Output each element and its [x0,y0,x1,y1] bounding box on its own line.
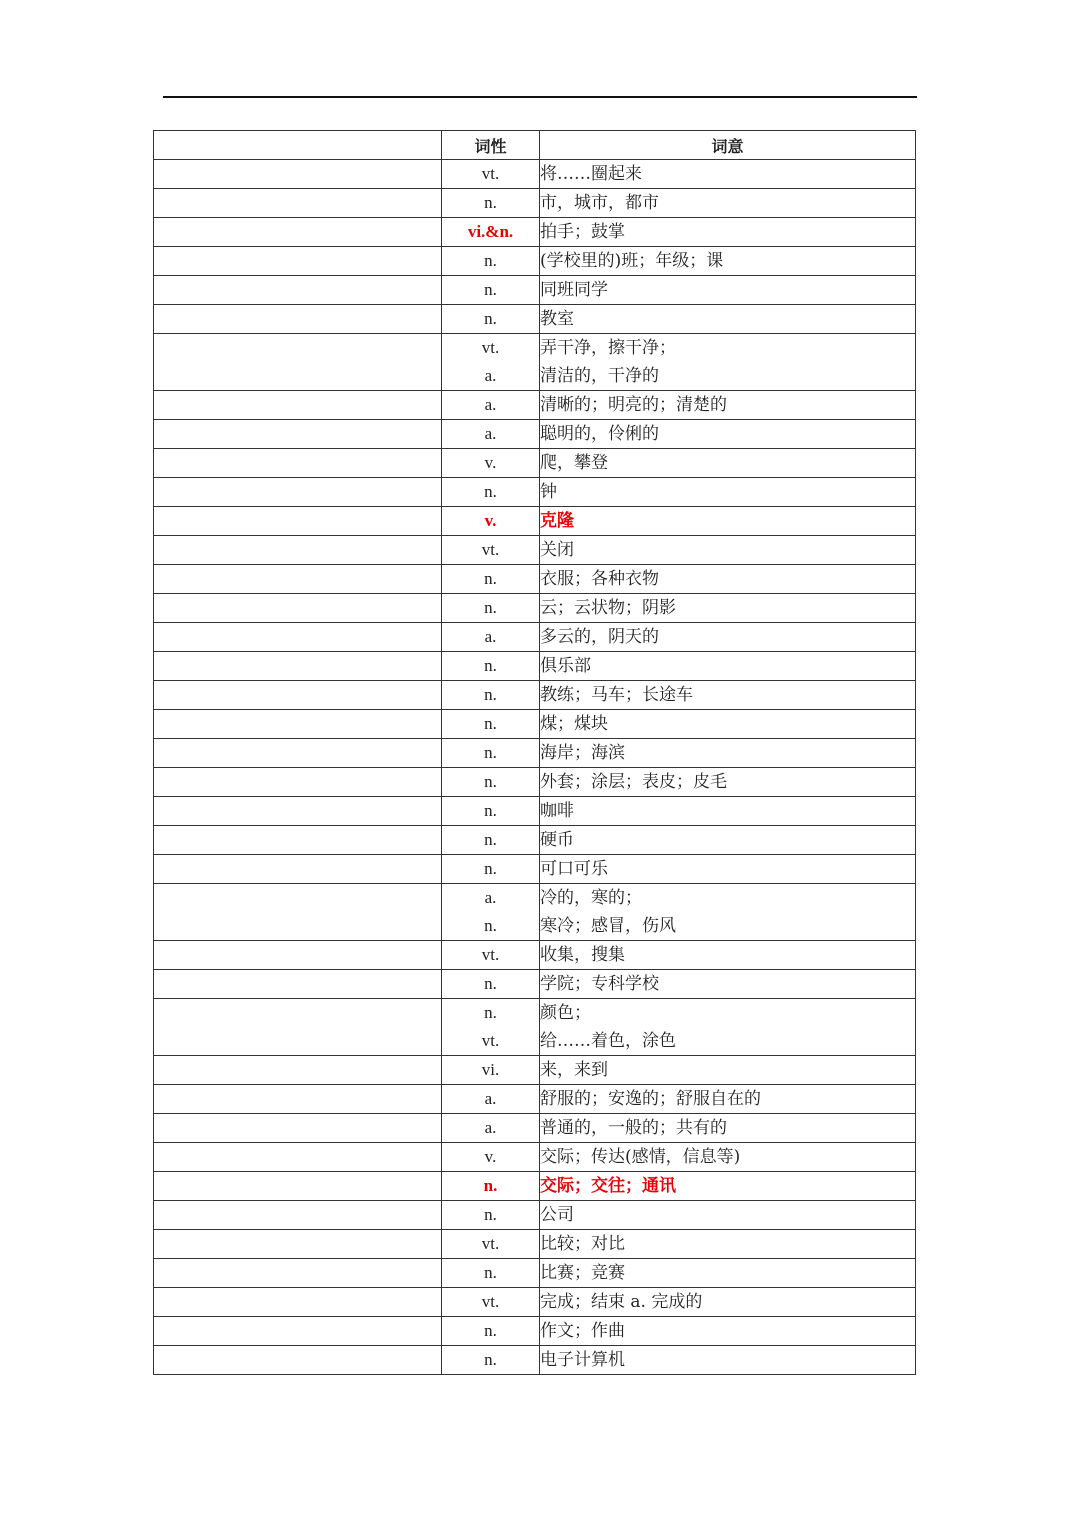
word-cell [154,276,442,305]
part-of-speech-cell [442,594,540,623]
table-row [154,305,916,334]
meaning-text: 来，来到 [540,1060,608,1080]
meaning-cell [540,884,916,941]
part-of-speech-text: n. [484,251,497,270]
vocabulary-table [153,130,916,1375]
part-of-speech-text: n. [484,482,497,501]
word-cell [154,160,442,189]
meaning-text: 云；云状物；阴影 [540,598,676,618]
meaning-text: 颜色； [540,1003,591,1023]
part-of-speech-text: v. [484,511,497,530]
word-cell [154,623,442,652]
word-cell [154,999,442,1056]
meaning-cell [540,1201,916,1230]
part-of-speech-cell [442,218,540,247]
word-cell [154,970,442,999]
part-of-speech-cell [442,536,540,565]
part-of-speech-cell [442,276,540,305]
part-of-speech-cell [442,768,540,797]
part-of-speech-cell [442,1259,540,1288]
table-row [154,391,916,420]
part-of-speech-text: a. [484,888,497,907]
meaning-cell [540,970,916,999]
table-row [154,1172,916,1201]
part-of-speech-cell [442,160,540,189]
table-row [154,276,916,305]
meaning-text: 电子计算机 [540,1350,625,1370]
meaning-text: 关闭 [540,540,574,560]
part-of-speech-cell [442,507,540,536]
word-cell [154,449,442,478]
part-of-speech-cell [442,1114,540,1143]
table-row [154,768,916,797]
word-cell [154,334,442,391]
table-row [154,565,916,594]
word-cell [154,1085,442,1114]
part-of-speech-text: a. [484,424,497,443]
table-row [154,652,916,681]
meaning-cell [540,768,916,797]
meaning-text: 清洁的，干净的 [540,366,659,386]
table-row [154,1288,916,1317]
table-row [154,247,916,276]
part-of-speech-cell [442,189,540,218]
meaning-cell [540,1143,916,1172]
part-of-speech-text: n. [483,1176,498,1195]
meaning-cell [540,941,916,970]
word-cell [154,305,442,334]
word-cell [154,1346,442,1375]
table-row [154,739,916,768]
meaning-text: 衣服；各种衣物 [540,569,659,589]
word-cell [154,1317,442,1346]
part-of-speech-cell [442,1172,540,1201]
word-cell [154,1230,442,1259]
word-cell [154,478,442,507]
part-of-speech-cell [442,884,540,941]
part-of-speech-cell [442,420,540,449]
part-of-speech-text: n. [484,801,497,820]
part-of-speech-cell [442,1085,540,1114]
part-of-speech-text: a. [484,366,497,385]
table-row [154,536,916,565]
meaning-cell [540,507,916,536]
part-of-speech-cell [442,855,540,884]
meaning-text: 爬，攀登 [540,453,608,473]
meaning-text: 完成；结束 a. 完成的 [540,1292,703,1312]
word-cell [154,1143,442,1172]
table-row [154,594,916,623]
meaning-text: 收集，搜集 [540,945,625,965]
part-of-speech-text: vt. [481,540,500,559]
part-of-speech-text: a. [484,395,497,414]
word-cell [154,1259,442,1288]
meaning-column-header: 词意 [540,131,916,160]
part-of-speech-cell [442,1056,540,1085]
header-rule [163,96,917,98]
meaning-text: 给……着色，涂色 [540,1031,676,1051]
table-row [154,1346,916,1375]
table-row [154,884,916,941]
meaning-cell [540,594,916,623]
meaning-cell [540,1230,916,1259]
meaning-text: 教室 [540,309,574,329]
part-of-speech-text: n. [484,772,497,791]
meaning-cell [540,478,916,507]
part-of-speech-cell [442,305,540,334]
part-of-speech-text: vt. [481,1292,500,1311]
meaning-text: (学校里的)班；年级；课 [540,251,724,271]
part-of-speech-cell [442,334,540,391]
part-of-speech-cell [442,999,540,1056]
part-of-speech-cell [442,247,540,276]
part-of-speech-text: n. [484,974,497,993]
part-of-speech-cell [442,826,540,855]
meaning-text: 钟 [540,482,557,502]
word-cell [154,797,442,826]
table-row [154,941,916,970]
part-of-speech-cell [442,1230,540,1259]
word-column-header [154,131,442,160]
part-of-speech-cell [442,565,540,594]
meaning-cell [540,391,916,420]
table-row [154,681,916,710]
table-row [154,1056,916,1085]
meaning-cell [540,1317,916,1346]
table-row [154,797,916,826]
part-of-speech-cell [442,941,540,970]
table-row [154,189,916,218]
meaning-cell [540,652,916,681]
word-cell [154,536,442,565]
meaning-text: 克隆 [540,511,574,531]
word-cell [154,1201,442,1230]
part-of-speech-cell [442,623,540,652]
meaning-cell [540,623,916,652]
meaning-cell [540,276,916,305]
part-of-speech-text: vi. [481,1060,500,1079]
table-row [154,478,916,507]
part-of-speech-text: n. [484,859,497,878]
meaning-text: 比赛；竞赛 [540,1263,625,1283]
part-of-speech-text: n. [484,1003,497,1022]
part-of-speech-cell [442,1317,540,1346]
part-of-speech-text: n. [484,916,497,935]
meaning-cell [540,739,916,768]
part-of-speech-cell [442,478,540,507]
meaning-cell [540,1114,916,1143]
word-cell [154,420,442,449]
table-row [154,1259,916,1288]
part-of-speech-text: n. [484,569,497,588]
part-of-speech-cell [442,710,540,739]
part-of-speech-text: n. [484,1350,497,1369]
word-cell [154,247,442,276]
meaning-cell [540,797,916,826]
meaning-text: 交际；交往；通讯 [540,1176,676,1196]
table-row [154,1085,916,1114]
table-row [154,449,916,478]
meaning-cell [540,305,916,334]
meaning-cell [540,449,916,478]
pos-column-header: 词性 [442,131,540,160]
part-of-speech-text: n. [484,830,497,849]
part-of-speech-cell [442,1143,540,1172]
word-cell [154,391,442,420]
word-cell [154,855,442,884]
word-cell [154,681,442,710]
meaning-cell [540,1346,916,1375]
part-of-speech-text: n. [484,656,497,675]
meaning-text: 比较；对比 [540,1234,625,1254]
meaning-cell [540,334,916,391]
part-of-speech-text: n. [484,714,497,733]
part-of-speech-cell [442,391,540,420]
meaning-text: 市，城市，都市 [540,193,659,213]
part-of-speech-cell [442,970,540,999]
meaning-cell [540,999,916,1056]
part-of-speech-text: n. [484,193,497,212]
part-of-speech-cell [442,681,540,710]
part-of-speech-text: a. [484,627,497,646]
meaning-text: 海岸；海滨 [540,743,625,763]
table-header-row [154,131,916,160]
word-cell [154,710,442,739]
table-row [154,710,916,739]
table-row [154,623,916,652]
table-row [154,507,916,536]
word-cell [154,189,442,218]
part-of-speech-text: n. [484,280,497,299]
meaning-text: 俱乐部 [540,656,591,676]
part-of-speech-text: a. [484,1089,497,1108]
meaning-text: 寒冷；感冒，伤风 [540,916,676,936]
word-cell [154,884,442,941]
meaning-cell [540,1056,916,1085]
meaning-text: 拍手；鼓掌 [540,222,625,242]
part-of-speech-cell [442,739,540,768]
meaning-text: 清晰的；明亮的；清楚的 [540,395,727,415]
meaning-text: 同班同学 [540,280,608,300]
part-of-speech-text: n. [484,598,497,617]
table-row [154,1317,916,1346]
word-cell [154,218,442,247]
meaning-cell [540,565,916,594]
meaning-cell [540,710,916,739]
table-row [154,218,916,247]
part-of-speech-text: vt. [481,1234,500,1253]
meaning-text: 作文；作曲 [540,1321,625,1341]
meaning-cell [540,247,916,276]
part-of-speech-text: n. [484,1263,497,1282]
word-cell [154,565,442,594]
part-of-speech-text: vt. [481,338,500,357]
table-row [154,826,916,855]
word-cell [154,941,442,970]
meaning-text: 硬币 [540,830,574,850]
part-of-speech-text: n. [484,309,497,328]
table-row [154,160,916,189]
part-of-speech-text: v. [484,1147,497,1166]
part-of-speech-cell [442,1288,540,1317]
part-of-speech-cell [442,449,540,478]
meaning-text: 舒服的；安逸的；舒服自在的 [540,1089,761,1109]
meaning-cell [540,189,916,218]
word-cell [154,1114,442,1143]
part-of-speech-text: vt. [481,164,500,183]
word-cell [154,652,442,681]
part-of-speech-cell [442,797,540,826]
meaning-text: 咖啡 [540,801,574,821]
word-cell [154,768,442,797]
part-of-speech-cell [442,1201,540,1230]
word-cell [154,507,442,536]
part-of-speech-text: n. [484,685,497,704]
table-row [154,334,916,391]
meaning-cell [540,160,916,189]
meaning-cell [540,536,916,565]
table-row [154,970,916,999]
word-cell [154,594,442,623]
meaning-text: 聪明的，伶俐的 [540,424,659,444]
meaning-text: 交际；传达(感情，信息等) [540,1147,741,1167]
part-of-speech-text: n. [484,1321,497,1340]
table-row [154,999,916,1056]
meaning-cell [540,1172,916,1201]
part-of-speech-text: n. [484,743,497,762]
part-of-speech-cell [442,1346,540,1375]
vocabulary-rows [154,160,916,1375]
meaning-cell [540,1288,916,1317]
meaning-cell [540,1085,916,1114]
meaning-cell [540,218,916,247]
meaning-cell [540,1259,916,1288]
part-of-speech-text: vt. [481,1031,500,1050]
meaning-text: 可口可乐 [540,859,608,879]
meaning-text: 学院；专科学校 [540,974,659,994]
table-row [154,420,916,449]
table-row [154,855,916,884]
meaning-cell [540,420,916,449]
word-cell [154,1056,442,1085]
part-of-speech-text: v. [484,453,497,472]
meaning-cell [540,826,916,855]
word-cell [154,826,442,855]
meaning-text: 弄干净，擦干净； [540,338,676,358]
table-row [154,1201,916,1230]
meaning-text: 公司 [540,1205,574,1225]
table-row [154,1114,916,1143]
part-of-speech-text: vt. [481,945,500,964]
meaning-text: 外套；涂层；表皮；皮毛 [540,772,727,792]
meaning-text: 普通的，一般的；共有的 [540,1118,727,1138]
meaning-text: 煤；煤块 [540,714,608,734]
meaning-text: 冷的，寒的； [540,888,642,908]
word-cell [154,739,442,768]
table-row [154,1143,916,1172]
meaning-text: 多云的，阴天的 [540,627,659,647]
word-cell [154,1172,442,1201]
part-of-speech-text: n. [484,1205,497,1224]
meaning-cell [540,681,916,710]
part-of-speech-text: a. [484,1118,497,1137]
table-row [154,1230,916,1259]
part-of-speech-cell [442,652,540,681]
meaning-text: 将……圈起来 [540,164,642,184]
meaning-text: 教练；马车；长途车 [540,685,693,705]
meaning-cell [540,855,916,884]
word-cell [154,1288,442,1317]
part-of-speech-text: vi.&n. [467,222,514,241]
